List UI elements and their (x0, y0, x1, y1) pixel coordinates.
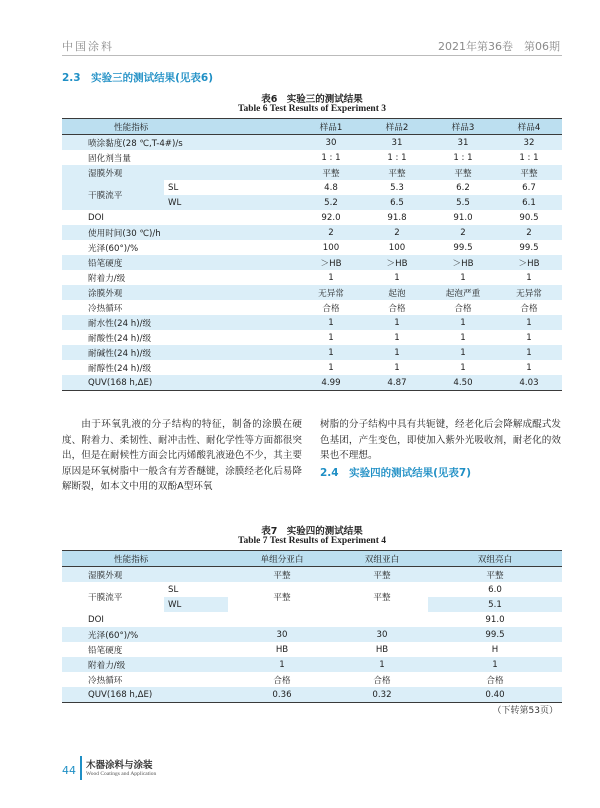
table7-caption-en: Table 7 Test Results of Experiment 4 (238, 536, 386, 546)
table6-cell: 平整 (496, 165, 562, 180)
footer-journal-en: Wood Coatings and Application (86, 771, 157, 777)
table6-row-label: 固化剂当量 (62, 150, 228, 165)
section-heading-2-4: 2.4 实验四的测试结果(见表7) (320, 467, 472, 479)
table6-cell: 2 (364, 225, 430, 240)
table6-cell: 1 (430, 345, 496, 360)
table7-header-double-gloss: 双组亮白 (428, 551, 562, 567)
table6-row-label: 光泽(60°)/% (62, 240, 228, 255)
table6-cell: 99.5 (430, 240, 496, 255)
table6-cell: 1 (298, 315, 364, 330)
table7-cell: 99.5 (428, 627, 562, 642)
table7-cell: 91.0 (428, 612, 562, 627)
body-right-column (320, 417, 561, 464)
table6-cell: 1 (430, 330, 496, 345)
table6-cell: 无异常 (496, 285, 562, 300)
table6-spacer-cell (228, 360, 298, 375)
table7-row (62, 612, 562, 627)
table6-spacer-cell (228, 315, 298, 330)
table7-row (62, 567, 562, 583)
table6-row-label: QUV(168 h,ΔE) (62, 375, 228, 391)
table6-cell: 2 (430, 225, 496, 240)
table6-caption-en: Table 6 Test Results of Experiment 3 (238, 104, 386, 114)
table6-row (62, 255, 562, 270)
table6-row-sublabel: SL (164, 180, 228, 195)
table6-cell: 1 (364, 315, 430, 330)
table7-cell: 0.32 (336, 687, 428, 703)
table6-cell: 1 : 1 (298, 150, 364, 165)
table6-cell: 1 (496, 360, 562, 375)
issue-info: 2021年第36卷 第06期 (438, 40, 560, 53)
table7-row (62, 582, 562, 597)
table7-row (62, 687, 562, 703)
table6-cell: 1 (496, 330, 562, 345)
table6-cell: 合格 (496, 300, 562, 315)
table7-row-label: 铅笔硬度 (62, 642, 228, 657)
table6-cell: 4.8 (298, 180, 364, 195)
table6-row-label: 冷热循环 (62, 300, 228, 315)
table6-cell: 1 : 1 (496, 150, 562, 165)
table6-cell: 合格 (298, 300, 364, 315)
table6-cell: 100 (298, 240, 364, 255)
table7-header-property: 性能指标 (62, 551, 228, 567)
table7-cell: 1 (228, 657, 336, 672)
table6-cell: 1 : 1 (430, 150, 496, 165)
footer-journal-zh: 木器涂料与涂装 (86, 760, 153, 771)
table7-header-double-matte: 双组亚白 (336, 551, 428, 567)
table6-spacer-cell (228, 345, 298, 360)
table6-row (62, 345, 562, 360)
table7-row (62, 657, 562, 672)
table6-row (62, 210, 562, 225)
table7-cell: 平整 (336, 567, 428, 583)
table7-row-label: 光泽(60°)/% (62, 627, 228, 642)
table6-cell: 平整 (298, 165, 364, 180)
table6-row-label: DOI (62, 210, 228, 225)
page-number: 44 (62, 764, 76, 777)
table7-row (62, 627, 562, 642)
table6-cell: 30 (298, 135, 364, 151)
table6-cell: 91.0 (430, 210, 496, 225)
table6-cell: 1 (430, 315, 496, 330)
table7-row (62, 642, 562, 657)
table7-row-label: DOI (62, 612, 228, 627)
table6 (62, 118, 562, 391)
table6-cell: 1 (364, 330, 430, 345)
table6-cell: 6.1 (496, 195, 562, 210)
table7-cell: 合格 (336, 672, 428, 687)
table6-cell: 1 (298, 345, 364, 360)
table7 (62, 550, 562, 703)
table6-spacer-cell (228, 210, 298, 225)
table6-spacer-cell (228, 270, 298, 285)
table6-row-label: 附着力/级 (62, 270, 228, 285)
table7-cell: 平整 (336, 582, 428, 612)
table6-cell: 100 (364, 240, 430, 255)
table6-row (62, 225, 562, 240)
table6-cell: 4.50 (430, 375, 496, 391)
table6-cell: 92.0 (298, 210, 364, 225)
table7-row-label: QUV(168 h,ΔE) (62, 687, 228, 703)
table6-header-property: 性能指标 (62, 119, 228, 135)
table6-row-label: 耐碱性(24 h)/级 (62, 345, 228, 360)
table6-spacer-cell (228, 285, 298, 300)
table6-cell: ＞HB (496, 255, 562, 270)
table6-cell: 6.5 (364, 195, 430, 210)
table6-row (62, 300, 562, 315)
table6-spacer-cell (228, 330, 298, 345)
table7-cell: 合格 (228, 672, 336, 687)
table6-row-label: 使用时间(30 ℃)/h (62, 225, 228, 240)
table6-row (62, 270, 562, 285)
table7-cell: 合格 (428, 672, 562, 687)
table6-cell: 1 (496, 315, 562, 330)
table6-spacer-cell (228, 225, 298, 240)
table6-cell: 平整 (364, 165, 430, 180)
table7-row-label: 干膜流平 (62, 582, 164, 612)
table6-header-sample2: 样品2 (364, 119, 430, 135)
table7-cell: HB (336, 642, 428, 657)
table6-cell: 1 (364, 345, 430, 360)
body-paragraph-right: 树脂的分子结构中具有共轭键，经老化后会降解成醌式发色基团，产生变色，即使加入紫外光吸收剂，耐老化的效果也不理想。 (320, 419, 561, 462)
table7-cell: 6.0 (428, 582, 562, 597)
table6-cell: 2 (298, 225, 364, 240)
table7-row-label: 湿膜外观 (62, 567, 228, 583)
table6-cell: 4.03 (496, 375, 562, 391)
table6-row (62, 165, 562, 180)
table6-cell: 起泡严重 (430, 285, 496, 300)
table7-cell: 1 (428, 657, 562, 672)
table6-row-label: 干膜流平 (62, 180, 164, 210)
table7-cell: 平整 (428, 567, 562, 583)
table6-spacer-cell (228, 135, 298, 151)
table6-row (62, 330, 562, 345)
table6-spacer-cell (228, 255, 298, 270)
table6-cell: 平整 (430, 165, 496, 180)
table6-cell: ＞HB (430, 255, 496, 270)
table6-cell: 1 (364, 360, 430, 375)
table7-cell: 平整 (228, 567, 336, 583)
journal-title: 中国涂料 (62, 40, 114, 53)
footer-accent-bar (80, 756, 82, 780)
table6-cell: 1 : 1 (364, 150, 430, 165)
table6-caption-zh: 表6 实验三的测试结果 (261, 94, 363, 105)
table6-cell: 1 (298, 360, 364, 375)
table6-cell: 无异常 (298, 285, 364, 300)
table6-header-sample1: 样品1 (298, 119, 364, 135)
table6-row-label: 耐水性(24 h)/级 (62, 315, 228, 330)
table7-cell: 30 (336, 627, 428, 642)
table6-cell: 6.2 (430, 180, 496, 195)
table6-row-label: 耐醇性(24 h)/级 (62, 360, 228, 375)
table6-row (62, 285, 562, 300)
table6-row-label: 耐酸性(24 h)/级 (62, 330, 228, 345)
table7-cell: 0.36 (228, 687, 336, 703)
table6-cell: 合格 (364, 300, 430, 315)
table6-header-sample4: 样品4 (496, 119, 562, 135)
table7-cell: 1 (336, 657, 428, 672)
table6-cell: 31 (430, 135, 496, 151)
table6-header-spacer (228, 119, 298, 135)
table7-cell: 5.1 (428, 597, 562, 612)
table6-cell: 32 (496, 135, 562, 151)
table6-cell: 1 (496, 345, 562, 360)
table6-cell: 4.99 (298, 375, 364, 391)
table6-header-row (62, 119, 562, 135)
table7-cell (228, 612, 336, 627)
table6-cell: 91.8 (364, 210, 430, 225)
table6-row-sublabel: WL (164, 195, 228, 210)
table7-header-row (62, 551, 562, 567)
table6-spacer-cell (228, 180, 298, 195)
table6-cell: 1 (430, 360, 496, 375)
table7-row-label: 附着力/级 (62, 657, 228, 672)
table6-spacer-cell (228, 375, 298, 391)
table7-row-label: 冷热循环 (62, 672, 228, 687)
table7-cell: 30 (228, 627, 336, 642)
table6-spacer-cell (228, 195, 298, 210)
table6-row (62, 315, 562, 330)
table6-cell: 1 (298, 330, 364, 345)
table7-cell: HB (228, 642, 336, 657)
table6-cell: 2 (496, 225, 562, 240)
section-heading-2-3: 2.3 实验三的测试结果(见表6) (62, 72, 214, 84)
table6-cell: 1 (496, 270, 562, 285)
table6-spacer-cell (228, 300, 298, 315)
body-left-column (62, 417, 302, 495)
body-paragraph-left: 由于环氧乳液的分子结构的特征，制备的涂膜在硬度、附着力、柔韧性、耐冲击性、耐化学性等方面都很突出，但是在耐候性方面会比丙烯酸乳液逊色不少，其主要原因是环氧树脂中一般含有芳香醚键，涂膜经老化后易降解断裂，如本文中用的双酚A型环氧 (62, 419, 302, 493)
table6-cell: 1 (364, 270, 430, 285)
table6-cell: 31 (364, 135, 430, 151)
table6-cell: 90.5 (496, 210, 562, 225)
table7-row-sublabel: SL (164, 582, 228, 597)
table6-cell: 5.2 (298, 195, 364, 210)
table6-row-label: 喷涂黏度(28 ℃,T-4#)/s (62, 135, 228, 151)
table6-cell: 5.5 (430, 195, 496, 210)
table7-row-sublabel: WL (164, 597, 228, 612)
table6-cell: 5.3 (364, 180, 430, 195)
table6-row (62, 375, 562, 391)
header-divider (62, 55, 562, 56)
table6-cell: 1 (298, 270, 364, 285)
table6-header-sample3: 样品3 (430, 119, 496, 135)
table6-cell: 99.5 (496, 240, 562, 255)
table7-cell (336, 612, 428, 627)
table7-caption-zh: 表7 实验四的测试结果 (261, 526, 363, 537)
table6-cell: 合格 (430, 300, 496, 315)
table6-cell: 1 (430, 270, 496, 285)
table6-row (62, 240, 562, 255)
table6-cell: 4.87 (364, 375, 430, 391)
table6-cell: ＞HB (298, 255, 364, 270)
table6-row (62, 180, 562, 195)
table6-row (62, 360, 562, 375)
table6-row-label: 湿膜外观 (62, 165, 228, 180)
table7-cell: 平整 (228, 582, 336, 612)
table6-cell: 起泡 (364, 285, 430, 300)
table6-spacer-cell (228, 165, 298, 180)
table6-row-label: 涂膜外观 (62, 285, 228, 300)
table7-cell: H (428, 642, 562, 657)
table6-spacer-cell (228, 150, 298, 165)
continued-note: （下转第53页） (492, 706, 558, 716)
table6-row (62, 150, 562, 165)
table6-spacer-cell (228, 240, 298, 255)
table6-row-label: 铅笔硬度 (62, 255, 228, 270)
table6-row (62, 135, 562, 151)
table6-cell: 6.7 (496, 180, 562, 195)
table7-row (62, 672, 562, 687)
table7-header-single-matte: 单组分亚白 (228, 551, 336, 567)
table6-cell: ＞HB (364, 255, 430, 270)
table7-cell: 0.40 (428, 687, 562, 703)
